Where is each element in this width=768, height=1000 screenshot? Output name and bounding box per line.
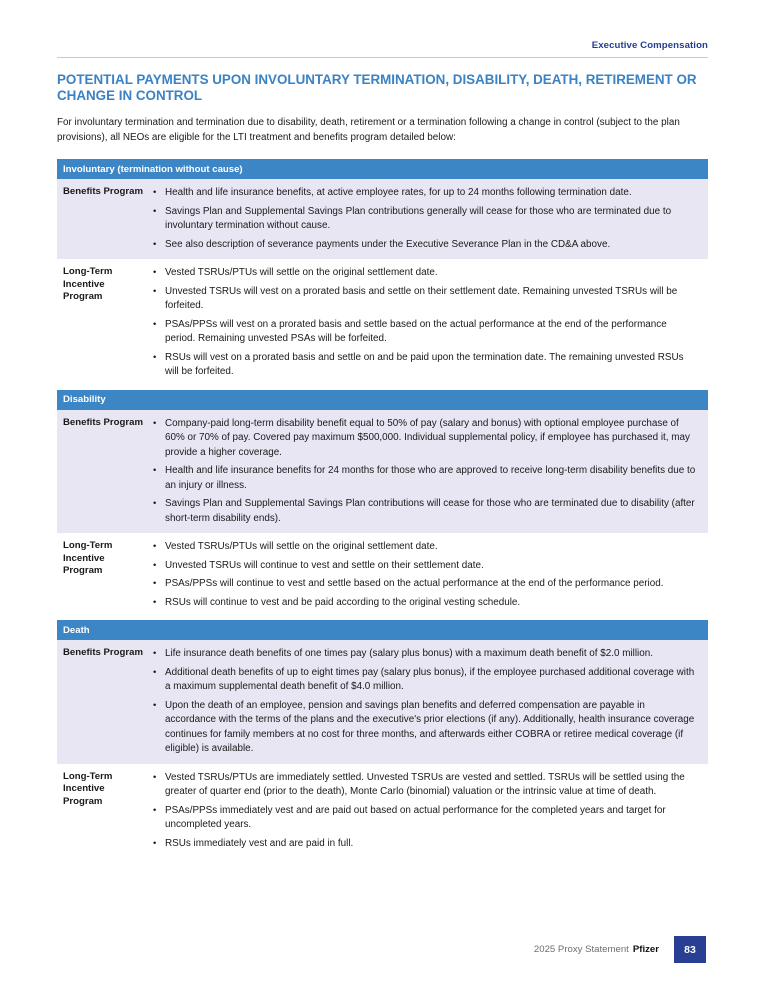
bullet-item: • Health and life insurance benefits for 24 months for those who are approved to receive long-term disability benefits due to an injury or illness. [152,464,698,493]
row-label-lti-program: Long-Term Incentive Program [63,266,113,302]
table-row [57,533,708,617]
bullet-item: • RSUs will vest on a prorated basis and settle on and be paid upon the termination date. The remaining unvested RSUs will be forfeited. [152,351,698,380]
table-row [57,259,708,387]
footer-brand: Pfizer [632,944,659,955]
header-divider [57,57,708,58]
table-row [57,410,708,534]
intro-paragraph: For involuntary termination and termination due to disability, death, retirement or a termination following a change in control (subject to the plan provisions), all NEOs are eligible for the LTI treatment and benefits program detailed below: [57,117,680,143]
row-label-benefits-program: Benefits Program [63,186,143,197]
termination-table [57,159,708,858]
bullet-item: • Upon the death of an employee, pension and savings plan benefits and deferred compensation are payable in accordance with the terms of the plans and the executive's prior elections (if any). Additionally, health insurance coverage continues for family members at no cost for three months, and afterwards either COBRA or retiree medical coverage (if eligible) is available. [152,699,698,757]
bullet-item: • Health and life insurance benefits, at active employee rates, for up to 24 months following termination date. [152,186,698,201]
bullet-list [152,533,708,617]
section-header-death: Death [57,620,708,640]
bullet-item: • Vested TSRUs/PTUs will settle on the original settlement date. [152,266,698,281]
page-title: POTENTIAL PAYMENTS UPON INVOLUNTARY TERMINATION, DISABILITY, DEATH, RETIREMENT OR CHANGE IN CONTROL [57,72,697,103]
bullet-list [152,259,708,387]
bullet-item: • PSAs/PPSs will vest on a prorated basis and settle based on the actual performance at the end of the performance period. Remaining unvested PSAs will be forfeited. [152,318,698,347]
bullet-item: • Savings Plan and Supplemental Savings Plan contributions generally will cease for those who are terminated due to involuntary termination without cause. [152,205,698,234]
bullet-item: • PSAs/PPSs will continue to vest and settle based on the actual performance at the end of the performance period. [152,577,698,592]
page-footer [534,936,706,963]
row-label-lti-program: Long-Term Incentive Program [63,540,113,576]
bullet-item: • RSUs will continue to vest and be paid according to the original vesting schedule. [152,596,698,611]
table-row [57,179,708,259]
row-label-benefits-program: Benefits Program [63,647,143,658]
bullet-item: • Vested TSRUs/PTUs are immediately settled. Unvested TSRUs are vested and settled. TSRUs will be settled using the greater of quarter end (prior to the death), Monte Carlo (binomial) valuation or the intrinsic value at time of death. [152,771,698,800]
running-header: Executive Compensation [591,40,708,51]
bullet-item: • Additional death benefits of up to eight times pay (salary plus bonus), if the employee purchased additional coverage with a maximum supplemental death benefit of $4.0 million. [152,666,698,695]
bullet-list [152,410,708,534]
bullet-item: • Company-paid long-term disability benefit equal to 50% of pay (salary and bonus) with optional employee purchase of 60% or 70% of pay. Covered pay maximum $500,000. Individual supplemental policy, if employee has purchased it, may provide a higher coverage. [152,417,698,461]
bullet-list [152,640,708,764]
bullet-item: • Vested TSRUs/PTUs will settle on the original settlement date. [152,540,698,555]
bullet-item: • Unvested TSRUs will vest on a prorated basis and settle on their settlement date. Remaining unvested TSRUs will be forfeited. [152,285,698,314]
table-row [57,640,708,764]
row-label-lti-program: Long-Term Incentive Program [63,770,113,807]
bullet-item: • Savings Plan and Supplemental Savings Plan contributions will cease for those who are terminated due to disability (after short-term disability ends). [152,497,698,526]
table-row [57,764,708,859]
bullet-item: • PSAs/PPSs immediately vest and are paid out based on actual performance for the completed years and target for uncompleted years. [152,804,698,833]
bullet-item: • RSUs immediately vest and are paid in full. [152,837,698,852]
page-content [57,40,708,858]
bullet-item: • Life insurance death benefits of one times pay (salary plus bonus) with a maximum death benefit of $2.0 million. [152,647,698,662]
bullet-list [152,179,708,259]
section-header-disability: Disability [57,390,708,410]
page-number-badge: 83 [674,936,706,963]
bullet-item: • Unvested TSRUs will continue to vest and settle on their settlement date. [152,559,698,574]
bullet-list [152,764,708,859]
section-header-involuntary: Involuntary (termination without cause) [57,159,708,179]
row-label-benefits-program: Benefits Program [63,416,143,428]
footer-statement: 2025 Proxy Statement [533,944,629,955]
bullet-item: • See also description of severance payments under the Executive Severance Plan in the CD&A above. [152,238,698,253]
